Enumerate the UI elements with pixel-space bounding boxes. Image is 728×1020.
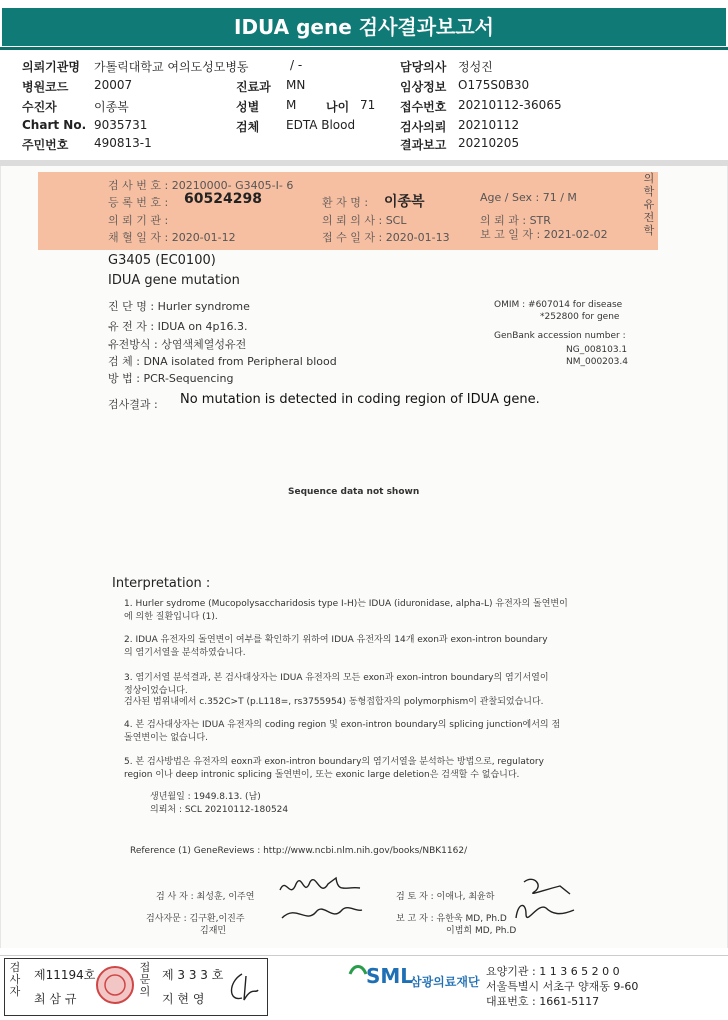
accession-ng: NG_008103.1 bbox=[566, 345, 628, 355]
lab-name: 삼광의료재단 bbox=[410, 975, 480, 989]
label-institution: 의뢰기관명 bbox=[22, 60, 80, 74]
label-patient: 수진자 bbox=[22, 100, 57, 114]
label-clinical-info: 임상정보 bbox=[400, 80, 447, 94]
tester-signature bbox=[276, 872, 366, 932]
interp-4b: 돌연변이는 없습니다. bbox=[124, 733, 208, 743]
reviewer-signature bbox=[504, 872, 584, 932]
birth-date: 생년월일 : 1949.8.13. (남) bbox=[150, 792, 261, 802]
method: 방 법 : PCR-Sequencing bbox=[108, 372, 234, 385]
label-sex: 성별 bbox=[236, 100, 260, 114]
reporter-2: 이범희 MD, Ph.D bbox=[446, 926, 517, 936]
diagnosis: 진 단 명 : Hurler syndrome bbox=[108, 300, 250, 313]
value-accession: 20210112-36065 bbox=[458, 98, 562, 112]
omim-gene: *252800 for gene bbox=[540, 312, 620, 322]
label-accession: 접수번호 bbox=[400, 100, 447, 114]
value-patient: 이종복 bbox=[94, 100, 129, 114]
signer-2: 지 현 영 bbox=[162, 992, 205, 1006]
interp-1a: 1. Hurler sydrome (Mucopolysaccharidosis type I-H)는 IDUA (iduronidase, alpha-L) 유전자의 돌연변이 bbox=[124, 599, 568, 609]
age-sex: Age / Sex : 71 / M bbox=[480, 191, 577, 204]
interp-1b: 에 의한 질환입니다 (1). bbox=[124, 612, 218, 622]
interp-3a: 3. 염기서열 분석결과, 본 검사대상자는 IDUA 유전자의 모든 exon과 exon-intron boundary의 염기서열이 bbox=[124, 673, 549, 683]
interp-2a: 2. IDUA 유전자의 돌연변이 여부를 확인하기 위하여 IDUA 유전자의 14개 exon과 exon-intron boundary bbox=[124, 635, 548, 645]
value-institution-ward: / - bbox=[290, 58, 303, 72]
interp-4a: 4. 본 검사대상자는 IDUA 유전자의 coding region 및 exon-intron boundary의 splicing junction에서의 점 bbox=[124, 720, 561, 730]
consultant: 검사자문 : 김구환,이진주 bbox=[146, 914, 245, 924]
value-resident-no: 490813-1 bbox=[94, 136, 152, 150]
lab-logo-icon bbox=[348, 962, 368, 982]
license-1: 제11194호 bbox=[34, 968, 96, 982]
seal-icon bbox=[94, 964, 136, 1006]
reviewer: 검 토 자 : 이애나, 최윤하 bbox=[396, 892, 495, 902]
title-bar bbox=[0, 0, 728, 50]
genbank-label: GenBank accession number : bbox=[494, 331, 626, 341]
test-result: No mutation is detected in coding region of IDUA gene. bbox=[180, 392, 540, 407]
label-request-date: 검사의뢰 bbox=[400, 120, 447, 134]
test-code: G3405 (EC0100) bbox=[108, 253, 216, 268]
accession-nm: NM_000203.4 bbox=[566, 357, 628, 367]
label-doctor: 담당의사 bbox=[400, 60, 447, 74]
consultant-2: 김재민 bbox=[200, 926, 227, 936]
lab-phone: 대표번호 : 1661-5117 bbox=[486, 995, 600, 1008]
interp-3b: 정상이었습니다. bbox=[124, 686, 188, 696]
value-chart-no: 9035731 bbox=[94, 118, 148, 132]
request-doctor: 의 뢰 의 사 : SCL bbox=[322, 214, 407, 227]
department-vertical-label: 의학유전학 bbox=[643, 172, 655, 237]
signer-1: 최 삼 규 bbox=[34, 992, 77, 1006]
label-department: 진료과 bbox=[236, 80, 271, 94]
value-doctor: 정성진 bbox=[458, 60, 493, 74]
value-hospital-code: 20007 bbox=[94, 78, 133, 92]
tester: 검 사 자 : 최성훈, 이주연 bbox=[156, 892, 255, 902]
test-name: IDUA gene mutation bbox=[108, 273, 240, 288]
reg-number-label: 등 록 번 호 : bbox=[108, 196, 169, 209]
lab-address: 서울특별시 서초구 양재동 9-60 bbox=[486, 980, 639, 993]
request-institution: 의 뢰 기 관 : bbox=[108, 214, 169, 227]
value-age: 71 bbox=[360, 98, 376, 112]
stamp-label-1: 검사자 bbox=[9, 961, 21, 998]
specimen: 검 체 : DNA isolated from Peripheral blood bbox=[108, 355, 337, 368]
draw-date: 채 혈 일 자 : 2020-01-12 bbox=[108, 231, 236, 244]
interp-2b: 의 염기서열을 분석하였습니다. bbox=[124, 648, 246, 658]
value-clinical-info: O175S0B30 bbox=[458, 78, 530, 92]
sequence-note: Sequence data not shown bbox=[288, 487, 420, 497]
omim-disease: OMIM : #607014 for disease bbox=[494, 300, 623, 310]
sample-number: 검 사 번 호 : 20210000- G3405-I- 6 bbox=[108, 179, 294, 192]
label-hospital-code: 병원코드 bbox=[22, 80, 69, 94]
request-department: 의 뢰 과 : STR bbox=[480, 214, 551, 227]
lab-logo: SML bbox=[366, 964, 414, 988]
result-label: 검사결과 : bbox=[108, 398, 158, 411]
value-sex: M bbox=[286, 98, 297, 112]
value-institution: 가톨릭대학교 여의도성모병동 bbox=[94, 60, 249, 74]
institution-code: 요양기관 : 1 1 3 6 5 2 0 0 bbox=[486, 965, 620, 978]
label-chart-no: Chart No. bbox=[22, 118, 87, 132]
report-title: IDUA gene 검사결과보고서 bbox=[2, 8, 726, 46]
value-department: MN bbox=[286, 78, 306, 92]
receive-date: 접 수 일 자 : 2020-01-13 bbox=[322, 231, 450, 244]
label-age: 나이 bbox=[326, 100, 350, 114]
reference: Reference (1) GeneReviews : http://www.ncbi.nlm.nih.gov/books/NBK1162/ bbox=[130, 846, 468, 856]
patient-name-label: 환 자 명 : bbox=[322, 196, 369, 209]
interp-5a: 5. 본 검사방법은 유전자의 eoxn과 exon-intron boundary의 염기서열을 분석하는 방법으로, regulatory bbox=[124, 757, 544, 767]
label-report-date: 결과보고 bbox=[400, 138, 447, 152]
label-specimen: 검체 bbox=[236, 120, 260, 134]
inheritance: 유전방식 : 상염색체열성유전 bbox=[108, 338, 247, 351]
patient-name: 이종복 bbox=[384, 194, 425, 210]
signer-2-signature bbox=[222, 968, 262, 1008]
interp-5b: region 이나 deep intronic splicing 돌연변이, 또는 exonic large deletion은 검색할 수 없습니다. bbox=[124, 770, 520, 780]
value-request-date: 20210112 bbox=[458, 118, 520, 132]
gene: 유 전 자 : IDUA on 4p16.3. bbox=[108, 320, 248, 333]
label-resident-no: 주민번호 bbox=[22, 138, 69, 152]
stamp-label-2: 접문의 bbox=[139, 961, 151, 998]
interpretation-heading: Interpretation : bbox=[112, 576, 211, 591]
scan-report-date: 보 고 일 자 : 2021-02-02 bbox=[480, 228, 608, 241]
interp-3c: 검사된 범위내에서 c.352C>T (p.L118=, rs3755954) 동형접합자의 polymorphism이 관찰되었습니다. bbox=[124, 697, 544, 707]
referral-number: 의뢰처 : SCL 20210112-180524 bbox=[150, 805, 289, 815]
value-specimen: EDTA Blood bbox=[286, 118, 356, 132]
reporter: 보 고 자 : 유한욱 MD, Ph.D bbox=[396, 914, 507, 924]
license-2: 제 3 3 3 호 bbox=[162, 968, 224, 982]
reg-number: 60524298 bbox=[184, 191, 262, 207]
value-report-date: 20210205 bbox=[458, 136, 520, 150]
